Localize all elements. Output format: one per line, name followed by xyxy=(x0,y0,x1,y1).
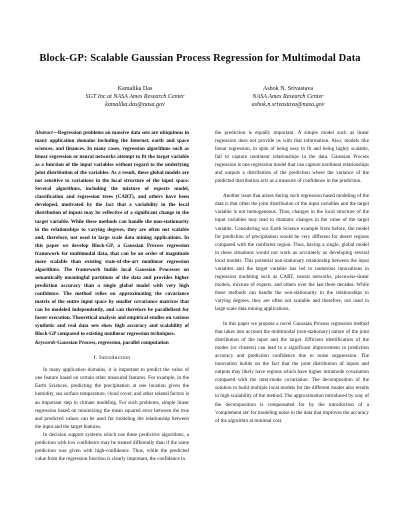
keywords-text: -Gaussian Process, regression, parallel computation xyxy=(55,340,169,347)
right-column xyxy=(215,129,369,425)
author-email: kamalika.das@nasa.gov xyxy=(105,102,165,108)
paragraph: the prediction is equally important. A simple model such as linear regression does not provide us with that information. Also, models like linear regression, in spite of being easy to fit and being highly scalable, fail to capture nonlinear relationships in the data. Gaussian Process regression is one regression model that can capture nonlinear relationships and outputs a distribution of the prediction where the variance of the predicted distribution acts as a measure of confidence in the prediction. xyxy=(215,130,369,185)
author-block-1 xyxy=(60,85,210,109)
paragraph: In many application domains, it is important to predict the value of one feature based on certain other measured features. For example, in the Earth Sciences, predicting the precipitation at one location given the humidity, sea surface temperature, cloud cover, and other related factors is an important step in climate modeling. For such problems, simple linear regression based on minimizing the mean squared error between the true and predicted values can be used for modeling the relationship between the input and the target features. xyxy=(35,367,189,430)
abstract-heading: Abstract xyxy=(35,130,53,136)
paragraph: Another issue that arises during such regression based modeling of the data is that often the joint distribution of the input variables and the target variable is not homogeneous. Thus, changes in the local structure of the input variables may lead to dramatic changes in the value of the target variable. Considering our Earth Science example from before, the model for prediction of precipitation would be very different for desert regions compared with the rainforest region. Thus, having a single, global model in these situations would not work as accurately as developing several local models. This potential non-stationary relationship between the input variables and the target variable has led to numerous innovations in regression modeling such as CART, neural networks, piecewise-linear models, mixture of experts, and others over the last three decades. While these methods can handle the non-stationarity in the relationships to varying degrees, they are often not scalable and therefore, not used in large scale data mining applications. xyxy=(215,193,369,312)
paragraph: In decision support systems which use these predictive algorithms, a prediction with low confidence may be treated differently than if the same prediction was given with high-confidence. Thus, while the predicted value from the regression function is clearly important, the confidence in xyxy=(35,431,189,462)
author-name: Ashok N. Srivastava xyxy=(262,86,314,92)
keywords xyxy=(35,339,189,347)
section-heading-introduction: I. Introduction xyxy=(93,355,131,362)
left-column xyxy=(35,129,189,463)
paragraph: In this paper we propose a novel Gaussian Process regression method that takes into account the multimodal (non-stationary) nature of the joint distribution of the input and the target. Efficient identification of the modes (or clusters) can lead to a significant improvement in prediction accuracy and prediction confidence due to noise suppression. The innovation builds on the fact that the joint distribution of inputs and outputs may likely have regions which have higher intramode covariation compared with the inter-mode covariation. The decomposition of the solution to build multiple local models for the different modes also results in high scalability of the method. The approximation introduced by way of the decomposition is compensated for by the introduction of a 'complement set' for modeling noise in the data that improves the accuracy of the algorithm at minimal cost. xyxy=(215,321,369,424)
abstract-text: —Regression problems on massive data sets are ubiquitous in many application domains including the Internet, earth and space sciences, and finances. In many cases, regression algorithms such as linear regression or neural networks attempt to fit the target variable as a function of the input variables without regard to the underlying joint distribution of the variables. As a result, these global models are not sensitive to variations in the local structure of the input space. Several algorithms, including the mixture of experts model, classification and regression trees (CART), and others have been developed, motivated by the fact that a variability in the local distribution of inputs may be reflective of a significant change in the target variable. While these methods can handle the non-stationarity in the relationships to varying degrees, they are often not scalable and, therefore, not used in large scale data mining applications. In this paper we develop Block-GP, a Gaussian Process regression framework for multimodal data, that can be an order of magnitude more scalable than existing state-of-the-art nonlinear regression algorithms. The framework builds local Gaussian Processes on semantically meaningful partitions of the data and provides higher prediction accuracy than a single global model with very high confidence. The method relies on approximating the covariance matrix of the entire input space by smaller covariance matrices that can be modeled independently, and can therefore be parallelized for faster execution. Theoretical analysis and empirical studies on various synthetic and real data sets show high accuracy and scalability of Block-GP compared to existing nonlinear regression techniques. xyxy=(35,130,189,338)
author-name: Kamalika Das xyxy=(117,86,153,92)
keywords-heading: Keywords xyxy=(35,340,56,347)
author-affiliation: SGT Inc at NASA Ames Research Center xyxy=(85,94,185,100)
author-affiliation: NASA Ames Research Center xyxy=(252,94,324,100)
abstract xyxy=(35,129,189,338)
author-block-2 xyxy=(213,85,363,109)
author-email: ashok.n.srivastava@nasa.gov xyxy=(251,102,325,108)
paper-title: Block-GP: Scalable Gaussian Process Regression for Multimodal Data xyxy=(39,53,361,64)
